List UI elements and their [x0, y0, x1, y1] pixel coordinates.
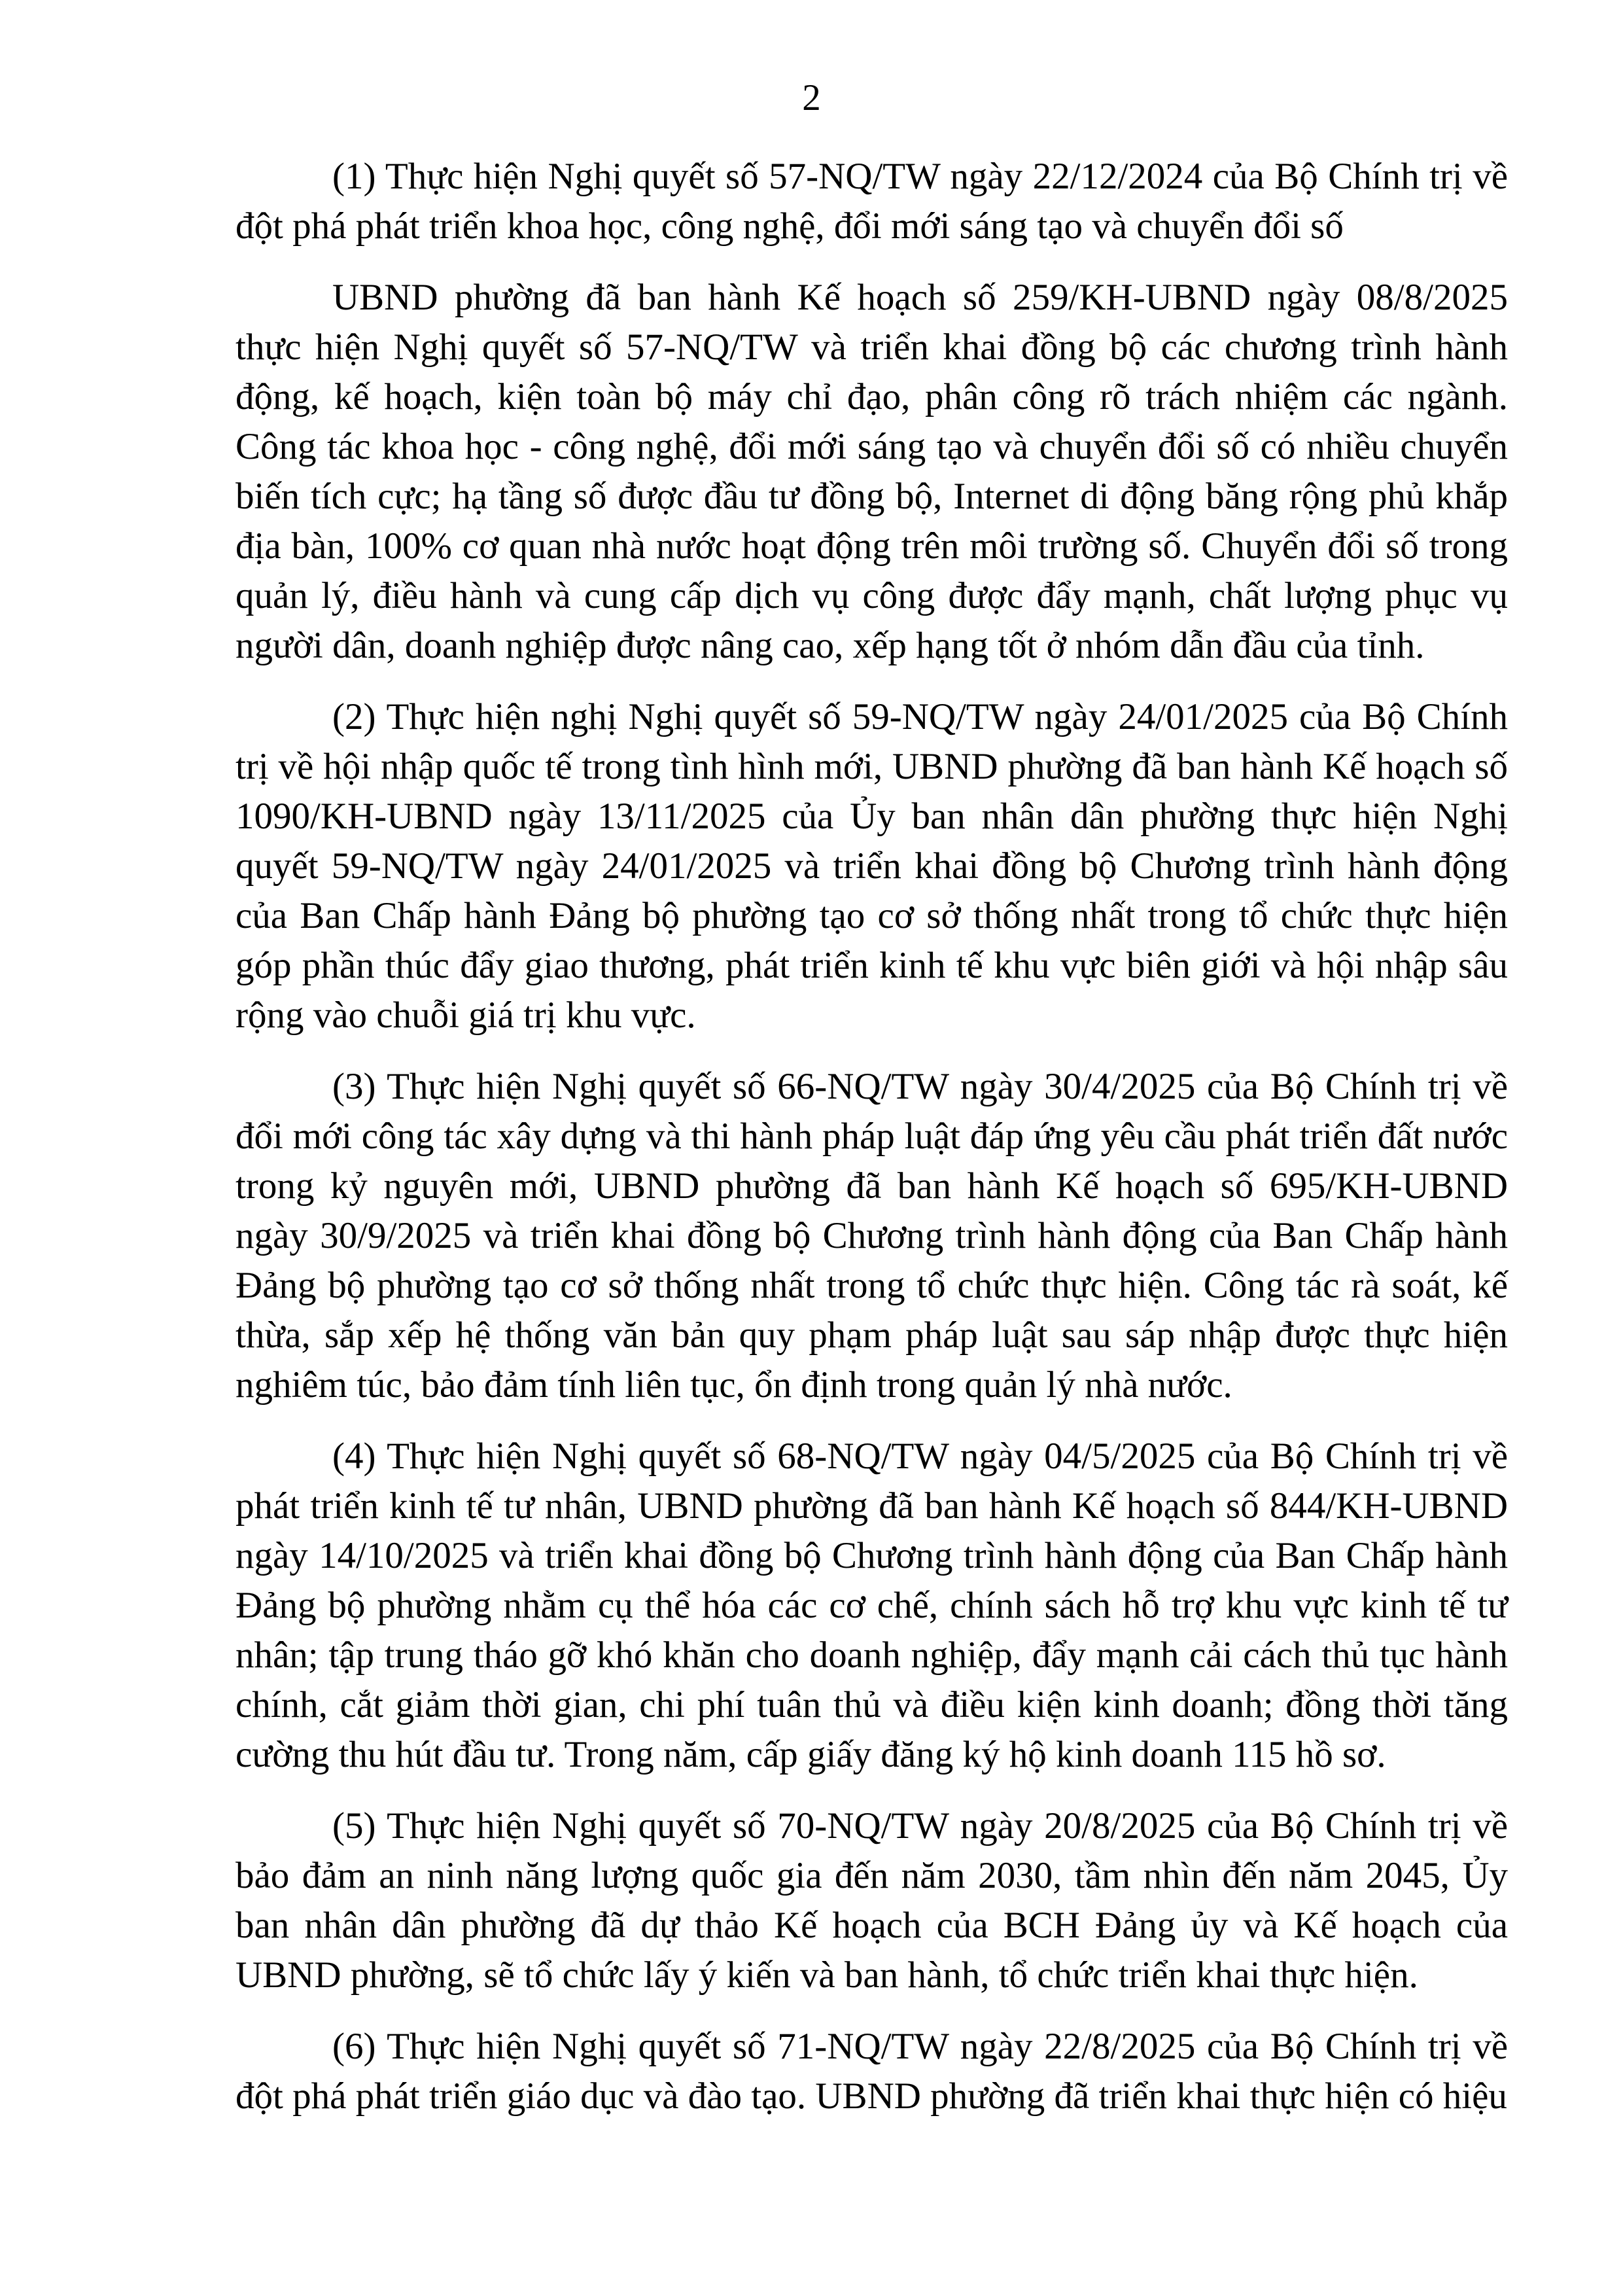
paragraph-3: (2) Thực hiện nghị Nghị quyết số 59-NQ/TW ngày 24/01/2025 của Bộ Chính trị về hội nhập quốc tế trong tình hình mới, UBND phường đã ban hành Kế hoạch số 1090/KH-UBND ngày 13/11/2025 của Ủy ban nhân dân phường thực hiện Nghị quyết 59-NQ/TW ngày 24/01/2025 và triển khai đồng bộ Chương trình hành động của Ban Chấp hành Đảng bộ phường tạo cơ sở thống nhất trong tổ chức thực hiện góp phần thúc đẩy giao thương, phát triển kinh tế khu vực biên giới và hội nhập sâu rộng vào chuỗi giá trị khu vực.	[236, 696, 1508, 1036]
paragraph-7: (6) Thực hiện Nghị quyết số 71-NQ/TW ngày 22/8/2025 của Bộ Chính trị về đột phá phát triển giáo dục và đào tạo. UBND phường đã triển khai thực hiện có hiệu	[236, 2026, 1508, 2117]
document-body	[236, 152, 1508, 2121]
paragraph-2: UBND phường đã ban hành Kế hoạch số 259/KH-UBND ngày 08/8/2025 thực hiện Nghị quyết số 57-NQ/TW và triển khai đồng bộ các chương trình hành động, kế hoạch, kiện toàn bộ máy chỉ đạo, phân công rõ trách nhiệm các ngành. Công tác khoa học - công nghệ, đổi mới sáng tạo và chuyển đổi số có nhiều chuyển biến tích cực; hạ tầng số được đầu tư đồng bộ, Internet di động băng rộng phủ khắp địa bàn, 100% cơ quan nhà nước hoạt động trên môi trường số. Chuyển đổi số trong quản lý, điều hành và cung cấp dịch vụ công được đẩy mạnh, chất lượng phục vụ người dân, doanh nghiệp được nâng cao, xếp hạng tốt ở nhóm dẫn đầu của tỉnh.	[236, 277, 1508, 666]
page-number: 2	[802, 77, 821, 118]
paragraph-6: (5) Thực hiện Nghị quyết số 70-NQ/TW ngày 20/8/2025 của Bộ Chính trị về bảo đảm an ninh năng lượng quốc gia đến năm 2030, tầm nhìn đến năm 2045, Ủy ban nhân dân phường đã dự thảo Kế hoạch của BCH Đảng ủy và Kế hoạch của UBND phường, sẽ tổ chức lấy ý kiến và ban hành, tổ chức triển khai thực hiện.	[236, 1805, 1508, 1996]
paragraph-5: (4) Thực hiện Nghị quyết số 68-NQ/TW ngày 04/5/2025 của Bộ Chính trị về phát triển kinh tế tư nhân, UBND phường đã ban hành Kế hoạch số 844/KH-UBND ngày 14/10/2025 và triển khai đồng bộ Chương trình hành động của Ban Chấp hành Đảng bộ phường nhằm cụ thể hóa các cơ chế, chính sách hỗ trợ khu vực kinh tế tư nhân; tập trung tháo gỡ khó khăn cho doanh nghiệp, đẩy mạnh cải cách thủ tục hành chính, cắt giảm thời gian, chi phí tuân thủ và điều kiện kinh doanh; đồng thời tăng cường thu hút đầu tư. Trong năm, cấp giấy đăng ký hộ kinh doanh 115 hồ sơ.	[236, 1436, 1508, 1775]
paragraph-1: (1) Thực hiện Nghị quyết số 57-NQ/TW ngày 22/12/2024 của Bộ Chính trị về đột phá phát triển khoa học, công nghệ, đổi mới sáng tạo và chuyển đổi số	[236, 156, 1508, 247]
paragraph-4: (3) Thực hiện Nghị quyết số 66-NQ/TW ngày 30/4/2025 của Bộ Chính trị về đổi mới công tác xây dựng và thi hành pháp luật đáp ứng yêu cầu phát triển đất nước trong kỷ nguyên mới, UBND phường đã ban hành Kế hoạch số 695/KH-UBND ngày 30/9/2025 và triển khai đồng bộ Chương trình hành động của Ban Chấp hành Đảng bộ phường tạo cơ sở thống nhất trong tổ chức thực hiện. Công tác rà soát, kế thừa, sắp xếp hệ thống văn bản quy phạm pháp luật sau sáp nhập được thực hiện nghiêm túc, bảo đảm tính liên tục, ổn định trong quản lý nhà nước.	[236, 1066, 1508, 1405]
